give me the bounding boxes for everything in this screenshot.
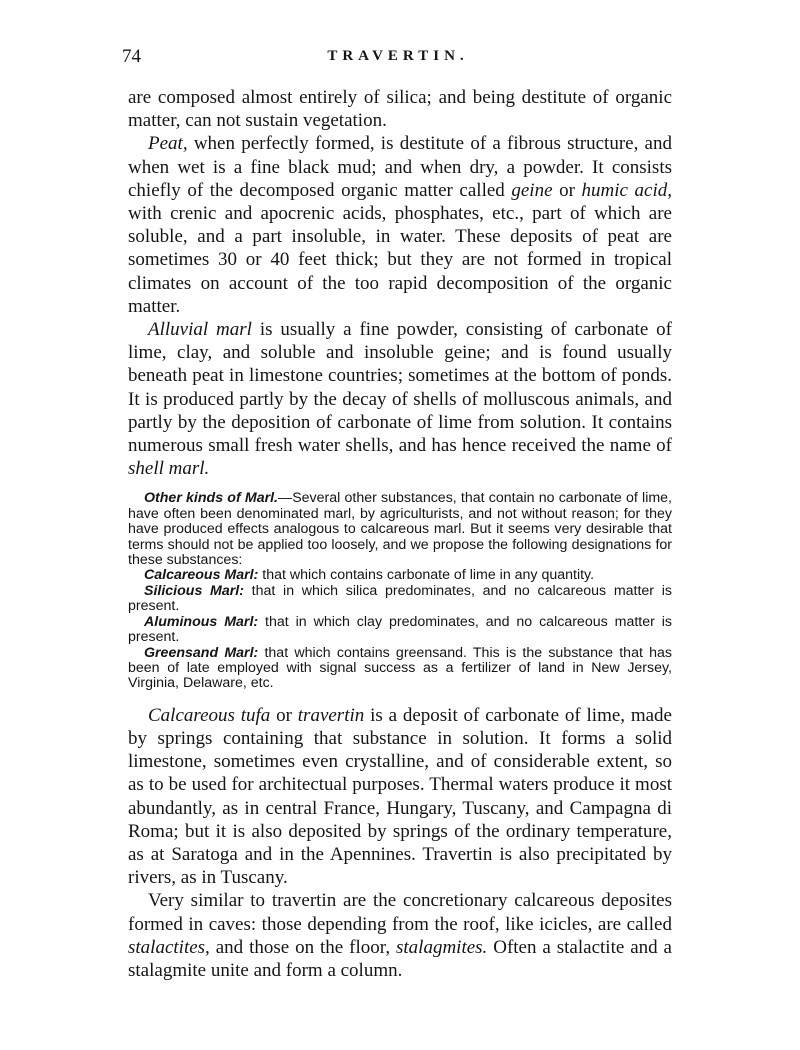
paragraph-peat: Peat, when perfectly formed, is destitute of a fibrous structure, and when wet is a fine black mud; and when dry, a powder. It consists chiefly of the decomposed organic matter called geine or humic acid, with crenic and apocrenic acids, phosphates, etc., part of which are soluble, and a part insoluble, in water. These deposits of peat are sometimes 30 or 40 feet thick; but they are not formed in tropical climates on account of the too rapid decomposition of the organic matter. xyxy=(128,133,672,317)
small-print-note xyxy=(128,491,672,691)
note-item-calcareous-marl: Calcareous Marl: that which contains carbonate of lime in any quantity. xyxy=(144,567,595,584)
term-peat: Peat, xyxy=(148,133,188,155)
term-stalactites: stalactites, xyxy=(128,936,210,958)
page-header xyxy=(122,46,668,70)
note-item-aluminous-marl: Aluminous Marl: that in which clay predominates, and no calcareous matter is present. xyxy=(128,613,673,646)
running-title: TRAVERTIN. xyxy=(327,48,469,64)
page-body xyxy=(128,86,672,982)
term-shell-marl: shell marl. xyxy=(128,458,210,480)
paragraph-alluvial-marl: Alluvial marl is usually a fine powder, consisting of carbonate of lime, clay, and soluble and insoluble geine; and is found usually beneath peat in limestone countries; sometimes at the bottom of ponds. It is produced partly by the decay of shells of molluscous animals, and partly by the deposition of carbonate of lime from solution. It contains numerous small fresh water shells, and has hence received the name of shell marl. xyxy=(128,319,672,480)
term-alluvial-marl: Alluvial marl xyxy=(148,319,252,341)
note-item-greensand-marl: Greensand Marl: that which contains greensand. This is the substance that has been of late employed with signal success as a fertilizer of land in New Jersey, Virginia, Delaware, etc. xyxy=(128,644,672,692)
paragraph-travertin: Calcareous tufa or travertin is a deposit of carbonate of lime, made by springs containing that substance in solution. It forms a solid limestone, sometimes even crystalline, and of considerable extent, so as to be used for architectual purposes. Thermal waters produce it most abundantly, as in central France, Hungary, Tuscany, and Campagna di Roma; but it is also deposited by springs of the ordinary temperature, as at Saratoga and in the Apennines. Travertin is also precipitated by rivers, as in Tuscany. xyxy=(128,704,672,889)
term-stalagmites: stalagmites. xyxy=(396,936,488,958)
note-item-silicious-marl: Silicious Marl: that in which silica predominates, and no calcareous matter is present. xyxy=(128,582,672,615)
paragraph-stalactites: Very similar to travertin are the concretionary calcareous deposites formed in caves: those depending from the roof, like icicles, are called stalactites, and those on the floor, stalagmites. Often a stalactite and a stalagmite unite and form a column. xyxy=(128,890,672,981)
term-geine: geine xyxy=(511,179,553,201)
note-intro: Other kinds of Marl.—Several other substances, that contain no carbonate of lime, have often been denominated marl, by agriculturists, and not without reason; for they have produced effects analogous to calcareous marl. But it seems very desirable that terms should not be applied too loosely, and we propose the following designations for these substances: xyxy=(128,490,672,569)
term-humic-acid: humic acid, xyxy=(581,179,672,201)
paragraph-silica-continuation: are composed almost entirely of silica; and being destitute of organic matter, can not sustain vegetation. xyxy=(128,87,672,132)
page-number: 74 xyxy=(122,46,141,67)
term-other-kinds-of-marl: Other kinds of Marl. xyxy=(144,490,278,507)
term-travertin: travertin xyxy=(297,704,365,726)
term-calcareous-tufa: Calcareous tufa xyxy=(148,704,271,726)
